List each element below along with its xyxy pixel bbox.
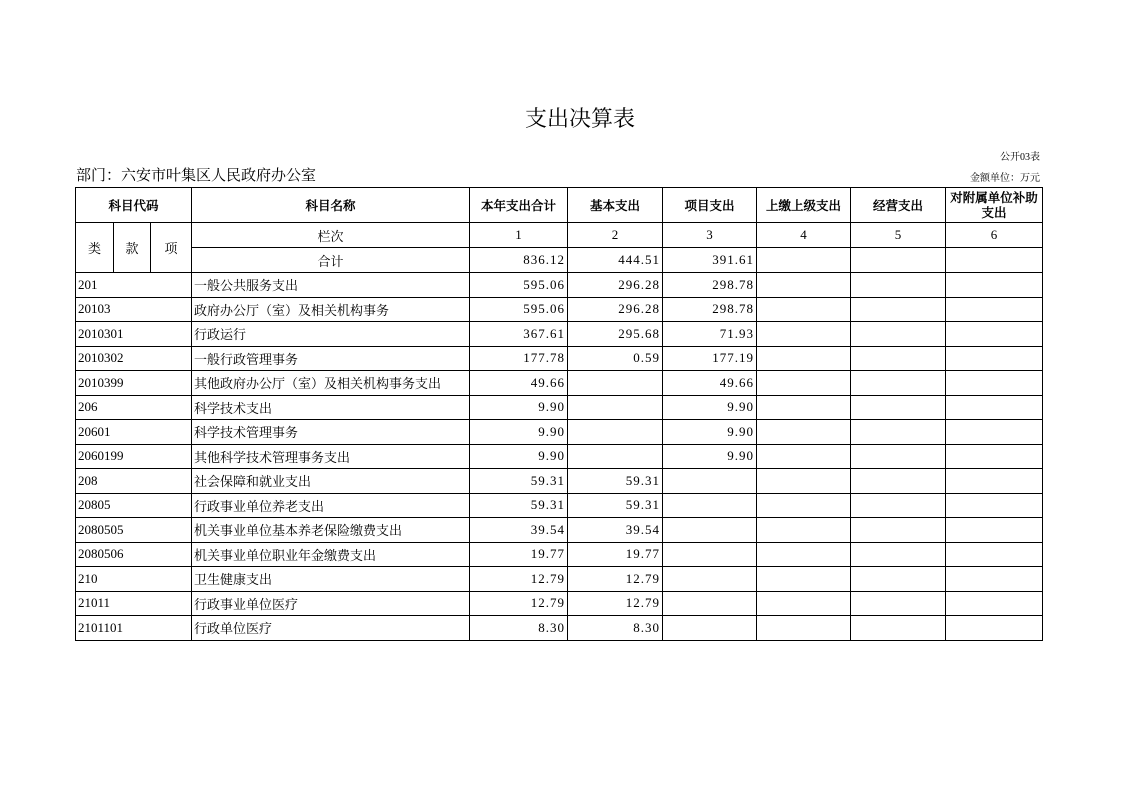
value-col-4: [757, 297, 851, 322]
value-col-3: 9.90: [663, 420, 757, 445]
value-col-4: [757, 395, 851, 420]
value-col-3: 71.93: [663, 322, 757, 347]
value-col-6: [946, 273, 1043, 298]
value-col-2: [568, 371, 663, 396]
header-total-expense: 本年支出合计: [470, 188, 568, 223]
value-col-4: [757, 567, 851, 592]
subject-code: 20805: [76, 493, 192, 518]
amount-unit: 金额单位：万元: [970, 173, 1040, 184]
total-row: [76, 248, 1043, 273]
value-col-5: [851, 493, 946, 518]
value-col-1: 367.61: [470, 322, 568, 347]
page-title: 支出决算表: [524, 107, 635, 132]
header-subject-code: 科目代码: [76, 188, 192, 223]
subject-code: 20103: [76, 297, 192, 322]
value-col-3: 9.90: [663, 395, 757, 420]
value-col-5: [851, 518, 946, 543]
value-col-3: 177.19: [663, 346, 757, 371]
value-col-2: 12.79: [568, 567, 663, 592]
value-col-4: [757, 346, 851, 371]
value-col-3: [663, 542, 757, 567]
table-row: [76, 542, 1043, 567]
total-value-4: [757, 248, 851, 273]
value-col-2: 296.28: [568, 273, 663, 298]
value-col-3: 298.78: [663, 297, 757, 322]
value-col-4: [757, 616, 851, 641]
value-col-5: [851, 444, 946, 469]
value-col-1: 12.79: [470, 567, 568, 592]
value-col-1: 39.54: [470, 518, 568, 543]
value-col-4: [757, 273, 851, 298]
value-col-2: 295.68: [568, 322, 663, 347]
column-index-1: 1: [470, 223, 568, 248]
subject-code: 2080506: [76, 542, 192, 567]
subject-name: 政府办公厅（室）及相关机构事务: [192, 297, 470, 322]
value-col-1: 59.31: [470, 493, 568, 518]
total-value-1: 836.12: [470, 248, 568, 273]
subject-name: 卫生健康支出: [192, 567, 470, 592]
table-row: [76, 469, 1043, 494]
table-row: [76, 371, 1043, 396]
column-index-6: 6: [946, 223, 1043, 248]
value-col-1: 9.90: [470, 420, 568, 445]
value-col-2: 0.59: [568, 346, 663, 371]
value-col-4: [757, 469, 851, 494]
value-col-3: [663, 591, 757, 616]
value-col-1: 595.06: [470, 297, 568, 322]
subject-name: 科学技术支出: [192, 395, 470, 420]
value-col-2: 59.31: [568, 469, 663, 494]
value-col-5: [851, 469, 946, 494]
total-value-6: [946, 248, 1043, 273]
value-col-2: 8.30: [568, 616, 663, 641]
table-row: [76, 616, 1043, 641]
value-col-5: [851, 273, 946, 298]
table-row: [76, 420, 1043, 445]
table-row: [76, 493, 1043, 518]
department-label: 部门：六安市叶集区人民政府办公室: [76, 168, 317, 184]
header-project-expense: 项目支出: [663, 188, 757, 223]
value-col-6: [946, 591, 1043, 616]
value-col-1: 12.79: [470, 591, 568, 616]
value-col-2: 296.28: [568, 297, 663, 322]
total-value-2: 444.51: [568, 248, 663, 273]
subject-code: 2080505: [76, 518, 192, 543]
subject-name: 行政单位医疗: [192, 616, 470, 641]
value-col-3: [663, 518, 757, 543]
value-col-3: [663, 616, 757, 641]
value-col-2: 39.54: [568, 518, 663, 543]
column-index-5: 5: [851, 223, 946, 248]
column-index-2: 2: [568, 223, 663, 248]
subject-code: 201: [76, 273, 192, 298]
value-col-6: [946, 371, 1043, 396]
value-col-2: [568, 444, 663, 469]
value-col-6: [946, 322, 1043, 347]
value-col-4: [757, 420, 851, 445]
subject-code: 2060199: [76, 444, 192, 469]
value-col-5: [851, 420, 946, 445]
value-col-4: [757, 591, 851, 616]
header-remit-superior: 上缴上级支出: [757, 188, 851, 223]
value-col-4: [757, 493, 851, 518]
value-col-1: 8.30: [470, 616, 568, 641]
header-row: [76, 188, 1043, 223]
value-col-6: [946, 469, 1043, 494]
value-col-6: [946, 346, 1043, 371]
header-subject-name: 科目名称: [192, 188, 470, 223]
value-col-6: [946, 493, 1043, 518]
subject-code: 20601: [76, 420, 192, 445]
header-subsidiary-subsidy: 对附属单位补助支出: [946, 188, 1043, 223]
subject-code: 206: [76, 395, 192, 420]
subject-name: 机关事业单位职业年金缴费支出: [192, 542, 470, 567]
subject-name: 其他政府办公厅（室）及相关机构事务支出: [192, 371, 470, 396]
value-col-6: [946, 297, 1043, 322]
subject-name: 机关事业单位基本养老保险缴费支出: [192, 518, 470, 543]
value-col-4: [757, 444, 851, 469]
column-index-label: 栏次: [192, 223, 470, 248]
value-col-5: [851, 371, 946, 396]
value-col-6: [946, 542, 1043, 567]
value-col-5: [851, 322, 946, 347]
value-col-3: [663, 469, 757, 494]
column-index-4: 4: [757, 223, 851, 248]
value-col-5: [851, 542, 946, 567]
column-index-3: 3: [663, 223, 757, 248]
value-col-6: [946, 420, 1043, 445]
value-col-1: 49.66: [470, 371, 568, 396]
subject-code: 2010399: [76, 371, 192, 396]
value-col-5: [851, 297, 946, 322]
value-col-5: [851, 395, 946, 420]
table-row: [76, 297, 1043, 322]
value-col-2: 59.31: [568, 493, 663, 518]
value-col-4: [757, 322, 851, 347]
value-col-3: 298.78: [663, 273, 757, 298]
subject-name: 科学技术管理事务: [192, 420, 470, 445]
form-number: 公开03表: [1000, 152, 1040, 163]
table-row: [76, 518, 1043, 543]
table-row: [76, 395, 1043, 420]
subject-code: 210: [76, 567, 192, 592]
table-row: [76, 567, 1043, 592]
value-col-2: 12.79: [568, 591, 663, 616]
value-col-3: [663, 493, 757, 518]
subject-name: 一般公共服务支出: [192, 273, 470, 298]
subject-name: 其他科学技术管理事务支出: [192, 444, 470, 469]
value-col-3: [663, 567, 757, 592]
subject-name: 一般行政管理事务: [192, 346, 470, 371]
subject-name: 社会保障和就业支出: [192, 469, 470, 494]
value-col-6: [946, 567, 1043, 592]
value-col-5: [851, 616, 946, 641]
total-value-3: 391.61: [663, 248, 757, 273]
value-col-6: [946, 444, 1043, 469]
value-col-2: [568, 420, 663, 445]
value-col-1: 595.06: [470, 273, 568, 298]
sub-header-item: 项: [151, 223, 192, 273]
total-label: 合计: [192, 248, 470, 273]
value-col-4: [757, 518, 851, 543]
value-col-1: 59.31: [470, 469, 568, 494]
value-col-6: [946, 395, 1043, 420]
table-row: [76, 273, 1043, 298]
value-col-1: 177.78: [470, 346, 568, 371]
subject-name: 行政运行: [192, 322, 470, 347]
header-business-expense: 经营支出: [851, 188, 946, 223]
value-col-1: 19.77: [470, 542, 568, 567]
subject-name: 行政事业单位养老支出: [192, 493, 470, 518]
total-value-5: [851, 248, 946, 273]
subject-code: 21011: [76, 591, 192, 616]
table-body: [76, 273, 1043, 641]
value-col-6: [946, 518, 1043, 543]
value-col-1: 9.90: [470, 395, 568, 420]
value-col-5: [851, 346, 946, 371]
value-col-2: 19.77: [568, 542, 663, 567]
table-row: [76, 346, 1043, 371]
value-col-4: [757, 542, 851, 567]
value-col-5: [851, 591, 946, 616]
value-col-4: [757, 371, 851, 396]
table-row: [76, 591, 1043, 616]
header-basic-expense: 基本支出: [568, 188, 663, 223]
table-row: [76, 444, 1043, 469]
value-col-6: [946, 616, 1043, 641]
subject-code: 2010301: [76, 322, 192, 347]
sub-header-section: 款: [114, 223, 151, 273]
column-index-row: [76, 223, 1043, 248]
sub-header-class: 类: [76, 223, 114, 273]
value-col-1: 9.90: [470, 444, 568, 469]
subject-code: 208: [76, 469, 192, 494]
subject-name: 行政事业单位医疗: [192, 591, 470, 616]
value-col-3: 49.66: [663, 371, 757, 396]
value-col-2: [568, 395, 663, 420]
subject-code: 2010302: [76, 346, 192, 371]
expenditure-table: [75, 187, 1043, 641]
subject-code: 2101101: [76, 616, 192, 641]
value-col-5: [851, 567, 946, 592]
table-row: [76, 322, 1043, 347]
value-col-3: 9.90: [663, 444, 757, 469]
